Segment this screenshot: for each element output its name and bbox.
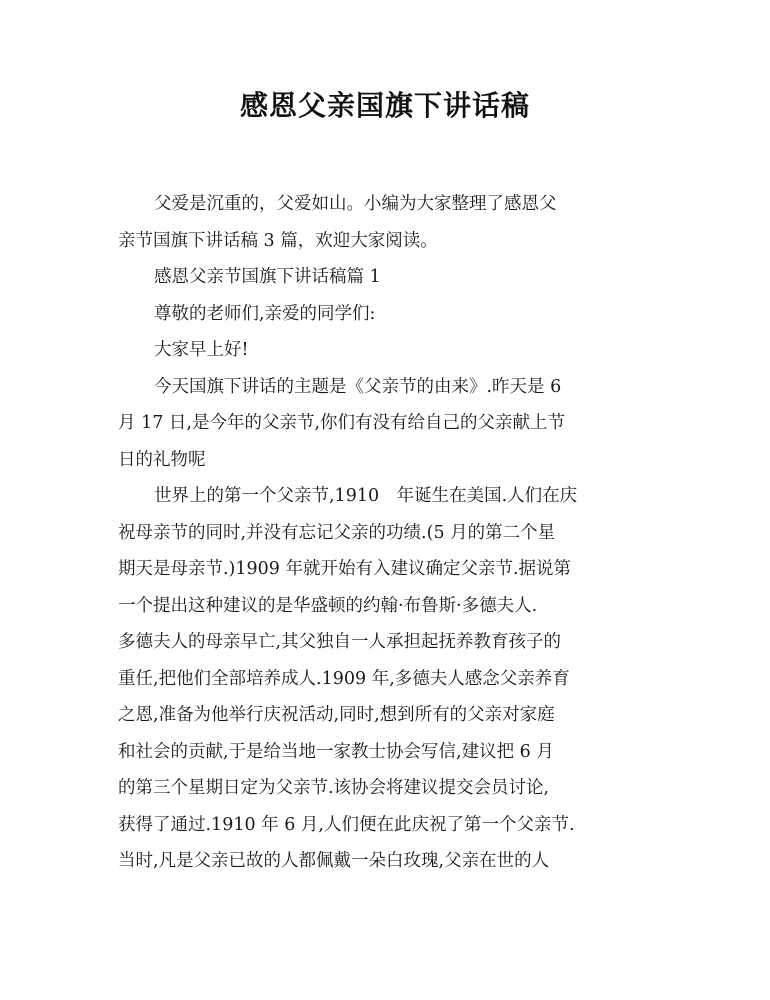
paragraph-line: 父爱是沉重的，父爱如山。小编为大家整理了感恩父 [154,194,557,214]
salutation-line: 尊敬的老师们,亲爱的同学们: [154,303,376,324]
paragraph-line: 日的礼物呢 [118,449,206,470]
paragraph-line: 之恩,准备为他举行庆祝活动,同时,想到所有的父亲对家庭 [118,705,555,725]
paragraph-line: 期天是母亲节.)1909 年就开始有入建议确定父亲节.据说第 [118,559,572,579]
document-title: 感恩父亲国旗下讲话稿 [239,89,530,122]
paragraph-line: 当时,凡是父亲已故的人都佩戴一朵白玫瑰,父亲在世的人 [118,851,550,871]
paragraph-line: 重任,把他们全部培养成人.1909 年,多德夫人感念父亲养育 [118,668,570,689]
paragraph-line: 的第三个星期日定为父亲节.该协会将建议提交会员讨论, [118,778,550,798]
paragraph-line: 多德夫人的母亲早亡,其父独自一人承担起抚养教育孩子的 [118,632,562,652]
paragraph-line: 祝母亲节的同时,并没有忘记父亲的功绩.(5 月的第二个星 [118,522,556,543]
paragraph-line: 世界上的第一个父亲节,1910 年诞生在美国.人们在庆 [154,486,578,506]
greeting-line: 大家早上好! [154,340,249,360]
paragraph-line: 一个提出这种建议的是华盛顿的约翰·布鲁斯·多德夫人. [118,595,538,616]
document-body [118,186,658,880]
paragraph-line: 今天国旗下讲话的主题是《父亲节的由来》.昨天是 6 [154,376,562,397]
section-heading: 感恩父亲节国旗下讲话稿篇 1 [154,267,381,287]
paragraph-line: 亲节国旗下讲话稿 3 篇，欢迎大家阅读。 [118,230,438,251]
paragraph-line: 和社会的贡献,于是给当地一家教士协会写信,建议把 6 月 [118,741,554,762]
paragraph-line: 获得了通过.1910 年 6 月,人们便在此庆祝了第一个父亲节. [118,814,575,835]
paragraph-line: 月 17 日,是今年的父亲节,你们有没有给自己的父亲献上节 [118,413,566,433]
